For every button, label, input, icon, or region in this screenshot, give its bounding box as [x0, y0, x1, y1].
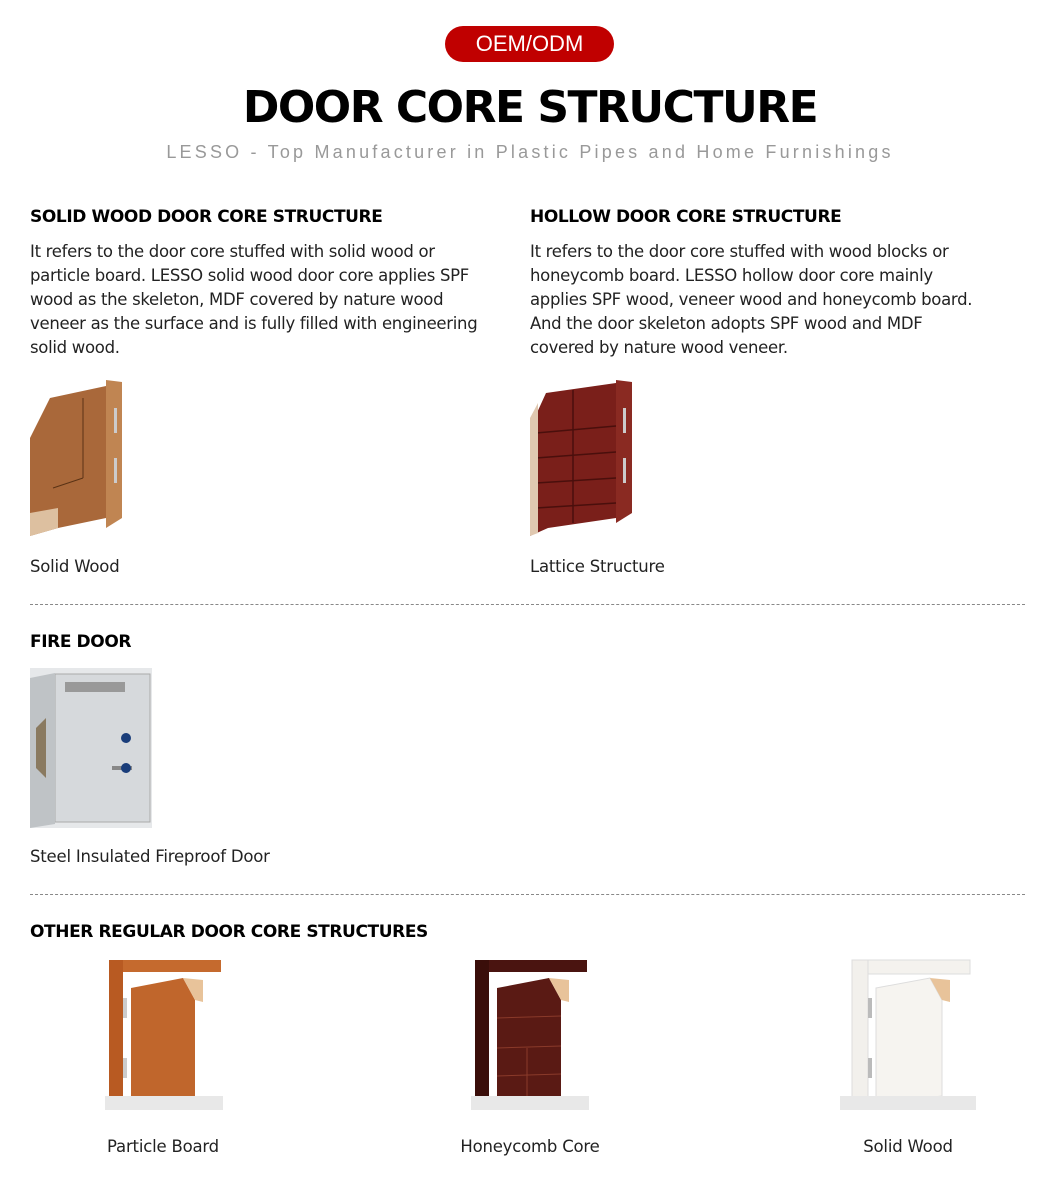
page-title: DOOR CORE STRUCTURE	[242, 82, 818, 133]
other-caption-1: Particle Board	[107, 1137, 219, 1156]
section-divider	[30, 894, 1025, 895]
other-caption-2: Honeycomb Core	[460, 1137, 600, 1156]
hollow-heading: HOLLOW DOOR CORE STRUCTURE	[530, 207, 842, 227]
particle-board-door-image	[103, 958, 225, 1114]
hollow-caption: Lattice Structure	[530, 557, 665, 576]
section-divider	[30, 604, 1025, 605]
fire-heading: FIRE DOOR	[30, 632, 132, 652]
solid-description: It refers to the door core stuffed with solid wood or particle board. LESSO solid wood door core applies SPF wood as the skeleton, MDF covered by nature wood veneer as the surface and is fully filled with engineering solid wood.	[30, 242, 478, 357]
solid-wood-white-door-image	[838, 958, 978, 1114]
fire-caption: Steel Insulated Fireproof Door	[30, 847, 270, 866]
other-heading: OTHER REGULAR DOOR CORE STRUCTURES	[30, 922, 428, 942]
solid-heading: SOLID WOOD DOOR CORE STRUCTURE	[30, 207, 383, 227]
lattice-door-image	[528, 378, 634, 540]
solid-caption: Solid Wood	[30, 557, 120, 576]
honeycomb-door-image	[469, 958, 591, 1114]
other-caption-3: Solid Wood	[863, 1137, 953, 1156]
solid-wood-door-image	[28, 378, 128, 540]
hollow-description: It refers to the door core stuffed with wood blocks or honeycomb board. LESSO hollow door core mainly applies SPF wood, veneer wood and honeycomb board. And the door skeleton adopts SPF wood and MDF covered by nature wood veneer.	[530, 242, 973, 357]
fire-door-image	[30, 668, 154, 830]
oem-odm-badge: OEM/ODM	[445, 26, 614, 62]
page-subtitle: LESSO - Top Manufacturer in Plastic Pipes and Home Furnishings	[166, 142, 894, 162]
